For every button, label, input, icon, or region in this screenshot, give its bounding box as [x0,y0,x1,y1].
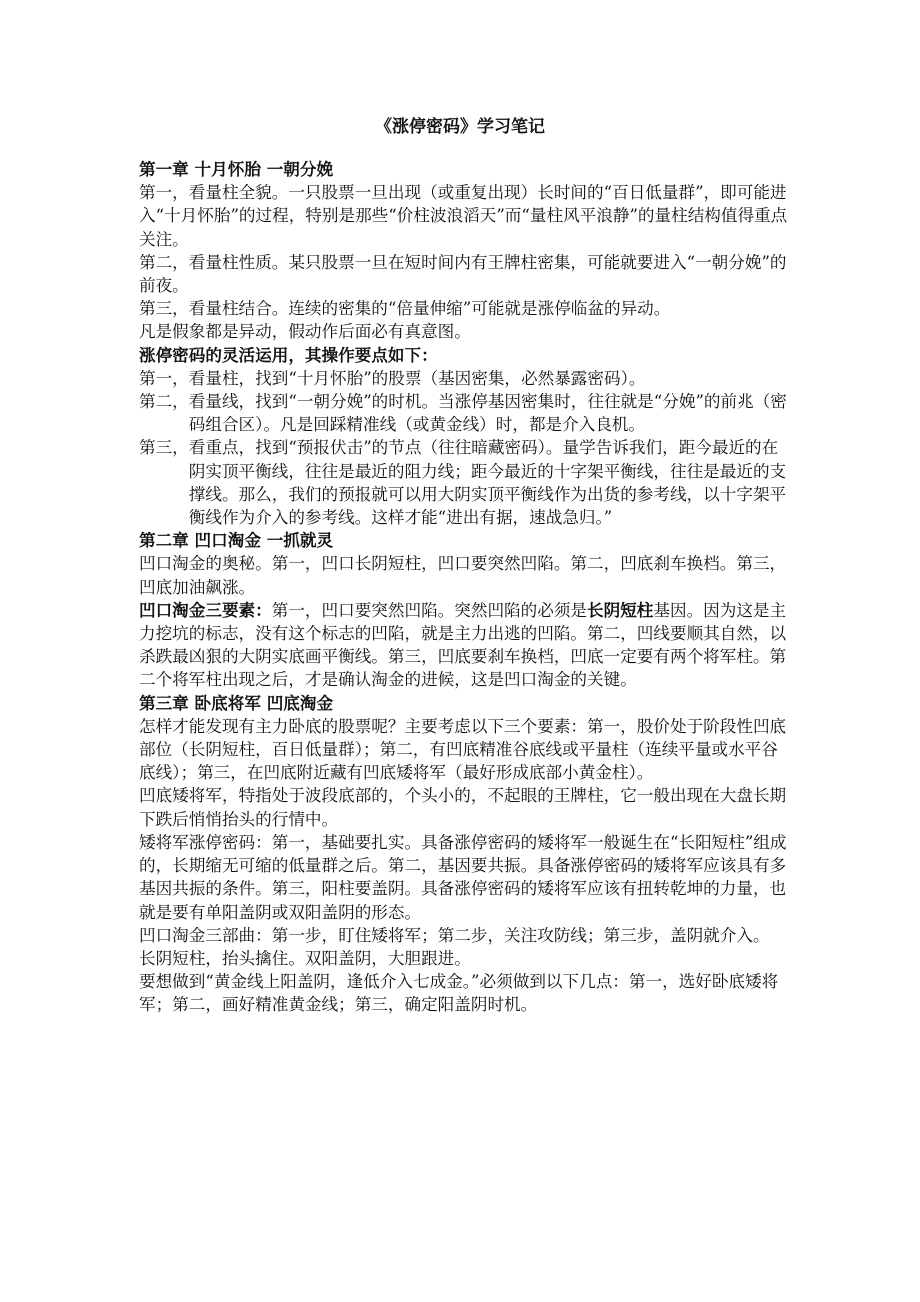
inline-bold-term: 长阴短柱 [587,600,654,620]
chapter-1-heading: 第一章 十月怀胎 一朝分娩 [139,160,334,179]
list-item-number: 第二， [139,392,189,412]
chapter-2-heading: 第二章 凹口淘金 一抓就灵 [139,531,334,551]
list-item [139,436,789,529]
section-subheading: 涨停密码的灵活运用，其操作要点如下： [139,345,438,365]
paragraph: 凹口淘金的奥秘。第一，凹口长阴短柱，凹口要突然凹陷。第二，凹底刹车换档。第三，凹底加油飙涨。 [139,554,787,597]
chapter-3-heading: 第三章 卧底将军 凹底淘金 [139,693,334,713]
inline-text: 第一，凹口要突然凹陷。突然凹陷的必须是 [271,600,588,620]
document-body [139,158,789,1017]
paragraph: 凹口淘金三部曲：第一步，盯住矮将军；第二步，关注攻防线；第三步，盖阴就介入。 [139,925,770,945]
paragraph [139,599,789,692]
list-item [139,390,789,436]
paragraph: 长阴短柱，抬头擒住。双阳盖阴，大胆跟进。 [139,948,471,968]
paragraph: 凡是假象都是异动，假动作后面必有真意图。 [139,322,471,342]
paragraph: 怎样才能发现有主力卧底的股票呢？主要考虑以下三个要素：第一，股价处于阶段性凹底部位（长阴短柱，百日低量群）；第二，有凹底精准谷底线或平量柱（连续平量或水平谷底线）；第三，在凹底附近藏有凹底矮将军（最好形成底部小黄金柱）。 [139,716,787,783]
list-item [139,367,789,390]
list-item-text: 看量柱，找到“十月怀胎”的股票（基因密集，必然暴露密码）。 [188,368,646,388]
paragraph: 第三，看量柱结合。连续的密集的“倍量伸缩”可能就是涨停临盆的异动。 [139,299,671,319]
paragraph: 第一，看量柱全貌。一只股票一旦出现（或重复出现）长时间的“百日低量群”，即可能进入“十月怀胎”的过程，特别是那些“价柱波浪滔天”而“量柱风平浪静”的量柱结构值得重点关注。 [139,183,788,249]
list-item-number: 第一， [139,368,189,388]
inline-text: 基因。因为这是主力挖坑的标志，没有这个标志的凹陷，就是主力出逃的凹陷。第二，凹线要顺其自然，以杀跌最凶狠的大阴实底画平衡线。第三，凹底要刹车换档，凹底一定要有两个将军柱。第二个将军柱出现之后，才是确认淘金的进候，这是凹口淘金的关键。 [139,600,787,690]
list-item-text: 看重点，找到“预报伏击”的节点（往往暗藏密码）。量学告诉我们，距今最近的在阴实顶平衡线，往往是最近的阻力线；距今最近的十字架平衡线，往往是最近的支撑线。那么，我们的预报就可以用大阴实顶平衡线作为出货的参考线，以十字架平衡线作为介入的参考线。这样才能“进出有据，速战急归。” [188,438,787,528]
paragraph: 凹底矮将军，特指处于波段底部的，个头小的，不起眼的王牌柱，它一般出现在大盘长期下跌后悄悄抬头的行情中。 [139,786,787,829]
paragraph: 要想做到“黄金线上阳盖阴，逢低介入七成金。”必须做到以下几点：第一，选好卧底矮将军；第二，画好精准黄金线；第三，确定阳盖阴时机。 [139,972,779,1015]
paragraph: 矮将军涨停密码：第一，基础要扎实。具备涨停密码的矮将军一般诞生在“长阳短柱”组成的，长期缩无可缩的低量群之后。第二，基因要共振。具备涨停密码的矮将军应该具有多基因共振的条件。第三，阳柱要盖阴。具备涨停密码的矮将军应该有扭转乾坤的力量，也就是要有单阳盖阴或双阳盖阴的形态。 [139,832,787,922]
inline-bold-label: 凹口淘金三要素： [139,600,272,620]
document-title: 《涨停密码》学习笔记 [375,117,545,137]
list-item-text: 看量线，找到“一朝分娩”的时机。当涨停基因密集时，往往就是“分娩”的前兆（密码组合区）。凡是回踩精准线（或黄金线）时，都是介入良机。 [188,392,787,435]
list-item-number: 第三， [139,438,189,458]
paragraph: 第二，看量柱性质。某只股票一旦在短时间内有王牌柱密集，可能就要进入“一朝分娩”的前夜。 [139,252,787,296]
